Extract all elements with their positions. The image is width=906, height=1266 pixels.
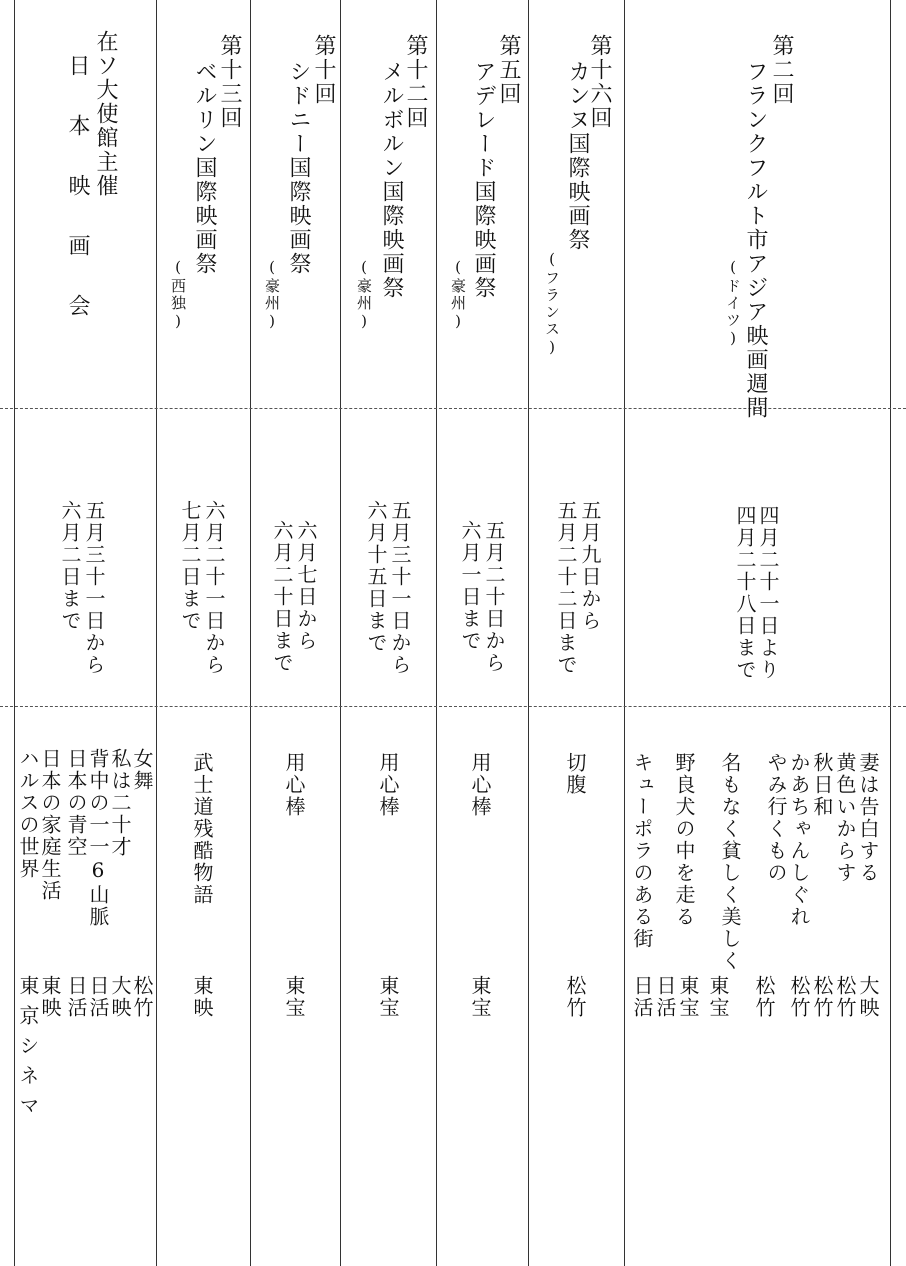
film-title: 日本の家庭生活 [38,748,62,902]
festival-country: (豪州) [449,258,467,332]
film-title: 名もなく貧しく美しく [718,752,742,972]
column-divider [14,0,15,1266]
studio: 東宝 [676,975,700,1019]
film-title: 用心棒 [376,752,400,818]
film-title: 日本の青空 [64,748,88,858]
date-start: 六月七日から [294,520,318,652]
film-title: 用心棒 [282,752,306,818]
film-title: 武士道残酷物語 [190,752,214,906]
film-title: ハルスの世界 [16,748,40,880]
film-title: 黄色いからす [833,752,857,884]
festival-name: シドニー国際映画祭 [286,60,311,276]
column-divider [340,0,341,1266]
date-end: 五月二十二日まで [554,500,578,676]
film-title: かあちゃんしぐれ [787,752,811,928]
column-divider [528,0,529,1266]
film-title: 野良犬の中を走る [672,752,696,928]
date-end: 六月二日まで [58,500,82,632]
date-start: 四月二十一日より [756,505,780,681]
festival-name: メルボルン国際映画祭 [379,60,404,300]
studio: 日活 [653,975,677,1019]
studio: 松竹 [810,975,834,1019]
column-divider [436,0,437,1266]
film-title: 切腹 [563,752,587,796]
studio: 日活 [64,975,88,1019]
date-start: 五月二十日から [482,520,506,674]
festival-country: (西独) [169,258,187,332]
date-end: 四月二十八日まで [733,505,757,681]
festival-title: 第十回 [311,34,336,106]
studio: 東宝 [468,975,492,1019]
festival-title: 第十三回 [217,34,242,130]
studio: 大映 [856,975,880,1019]
studio: 松竹 [130,975,154,1019]
festival-country: (豪州) [263,258,281,332]
film-title: やみ行くもの [764,752,788,884]
column-divider [156,0,157,1266]
studio: 松竹 [752,975,776,1019]
festival-title: 第十二回 [403,34,428,130]
festival-name: カンヌ国際映画祭 [565,60,590,252]
date-start: 六月二十一日から [202,500,226,676]
film-title: 私は二十才 [108,748,132,858]
studio: 東映 [38,975,62,1019]
festival-country: (フランス) [543,250,561,358]
festival-name: ベルリン国際映画祭 [192,60,217,276]
studio: 松竹 [833,975,857,1019]
studio: 松竹 [563,975,587,1019]
studio: 日活 [630,975,654,1019]
column-divider [624,0,625,1266]
studio: 東映 [190,975,214,1019]
date-end: 六月二十日まで [270,520,294,674]
studio: 大映 [108,975,132,1019]
festival-name: フランクフルト市アジア映画週間 [743,60,768,420]
festival-country: (ドイツ) [724,258,742,349]
date-end: 七月二日まで [178,500,202,632]
column-divider [250,0,251,1266]
studio: 東京シネマ [16,975,40,1125]
studio: 東宝 [376,975,400,1019]
column-divider [890,0,891,1266]
festival-title: 第十六回 [587,34,612,130]
film-title: 用心棒 [468,752,492,818]
date-start: 五月三十一日から [388,500,412,676]
date-start: 五月九日から [578,500,602,632]
studio: 日活 [86,975,110,1019]
date-end: 六月一日まで [458,520,482,652]
film-title: キューポラのある街 [630,752,654,950]
festival-name: 日本映画会 [65,54,90,354]
festival-title: 第五回 [496,34,521,106]
row-divider [0,408,906,409]
studio: 松竹 [787,975,811,1019]
festival-name: アデレード国際映画祭 [471,60,496,300]
studio: 東宝 [706,975,730,1019]
date-end: 六月十五日まで [364,500,388,654]
film-title: 女舞 [130,748,154,792]
festival-title: 第二回 [769,34,794,106]
film-title: 妻は告白する [856,752,880,884]
row-divider [0,706,906,707]
festival-title: 在ソ大使館主催 [93,30,118,198]
date-start: 五月三十一日から [82,500,106,676]
festival-country: (豪州) [355,258,373,332]
studio: 東宝 [282,975,306,1019]
film-title: 背中の一一6山脈 [86,748,110,928]
film-title: 秋日和 [810,752,834,818]
